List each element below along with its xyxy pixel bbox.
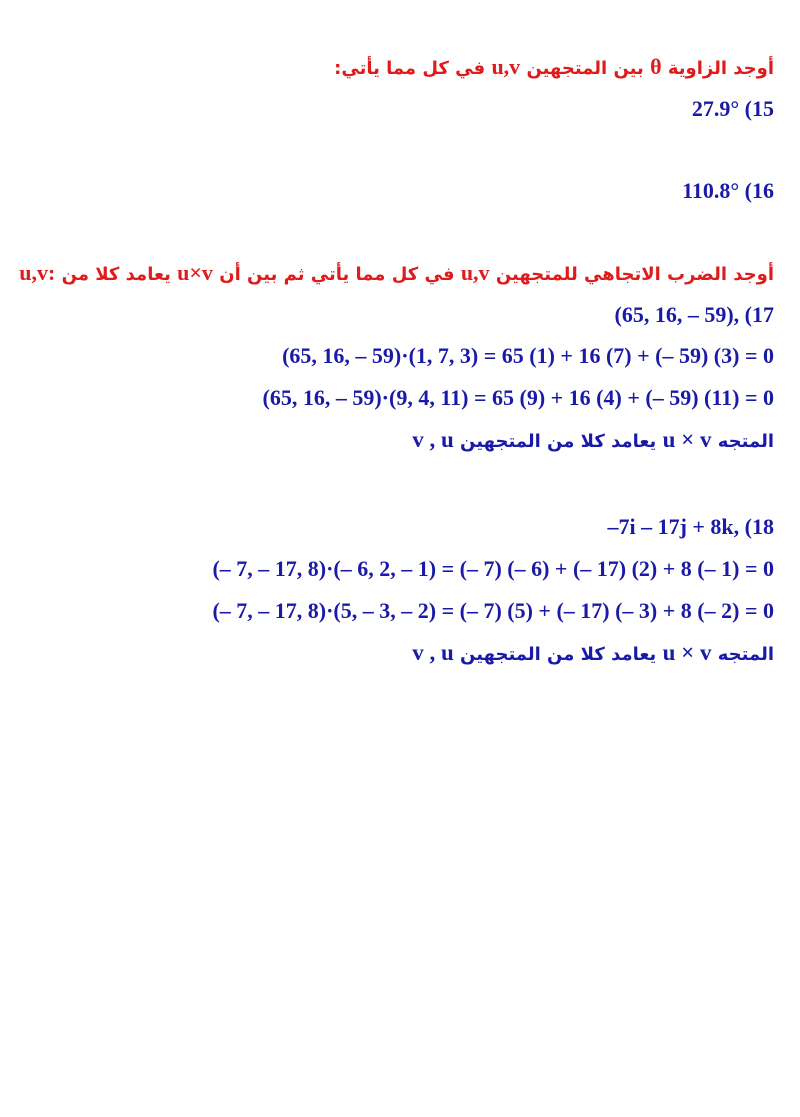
- heading-cross-vectors2: u,v:: [19, 260, 56, 285]
- heading-angle-text-mid: بين المتجهين: [526, 58, 644, 79]
- p17-conclusion-vectors: v , u: [412, 427, 454, 452]
- heading-angle-text-after: في كل مما يأتي:: [334, 58, 486, 79]
- heading-cross-text-mid: في كل مما يأتي ثم بين أن: [219, 264, 455, 285]
- p18-conclusion-word1: المتجه: [717, 644, 774, 665]
- heading-angle: [334, 52, 774, 84]
- p18-conclusion-cross: u × v: [662, 640, 712, 665]
- p17-result: (65, 16, – 59), (17: [614, 302, 774, 327]
- heading-cross-product: [19, 258, 774, 290]
- p18-check-2: (– 7, – 17, 8)·(5, – 3, – 2) = (– 7) (5) + (– 17) (– 3) + 8 (– 2) = 0: [212, 598, 774, 623]
- p18-result: –7i – 17j + 8k, (18: [607, 514, 774, 539]
- p17-conclusion: [412, 425, 774, 457]
- heading-cross-text-before: أوجد الضرب الاتجاهي للمتجهين: [495, 264, 774, 285]
- p18-conclusion-vectors: v , u: [412, 640, 454, 665]
- heading-cross-symbol: u×v: [177, 260, 213, 285]
- p17-conclusion-cross: u × v: [662, 427, 712, 452]
- p17-conclusion-word2: يعامد كلا من المتجهين: [460, 431, 657, 452]
- heading-angle-vectors: u,v: [491, 54, 521, 79]
- p17-check-1: (65, 16, – 59)·(1, 7, 3) = 65 (1) + 16 (7) + (– 59) (3) = 0: [282, 343, 774, 368]
- p17-check-2: (65, 16, – 59)·(9, 4, 11) = 65 (9) + 16 (4) + (– 59) (11) = 0: [262, 385, 774, 410]
- theta-symbol: θ: [650, 54, 662, 79]
- p18-check-1: (– 7, – 17, 8)·(– 6, 2, – 1) = (– 7) (– 6) + (– 17) (2) + 8 (– 1) = 0: [212, 556, 774, 581]
- p18-conclusion-word2: يعامد كلا من المتجهين: [460, 644, 657, 665]
- p17-conclusion-word1: المتجه: [717, 431, 774, 452]
- answer-15: 27.9° (15: [691, 96, 774, 121]
- heading-angle-text-before: أوجد الزاوية: [667, 58, 774, 79]
- heading-cross-text-mid2: يعامد كلا من: [61, 264, 171, 285]
- p18-conclusion: [412, 638, 774, 670]
- answer-16: 110.8° (16: [682, 178, 774, 203]
- heading-cross-vectors: u,v: [460, 260, 490, 285]
